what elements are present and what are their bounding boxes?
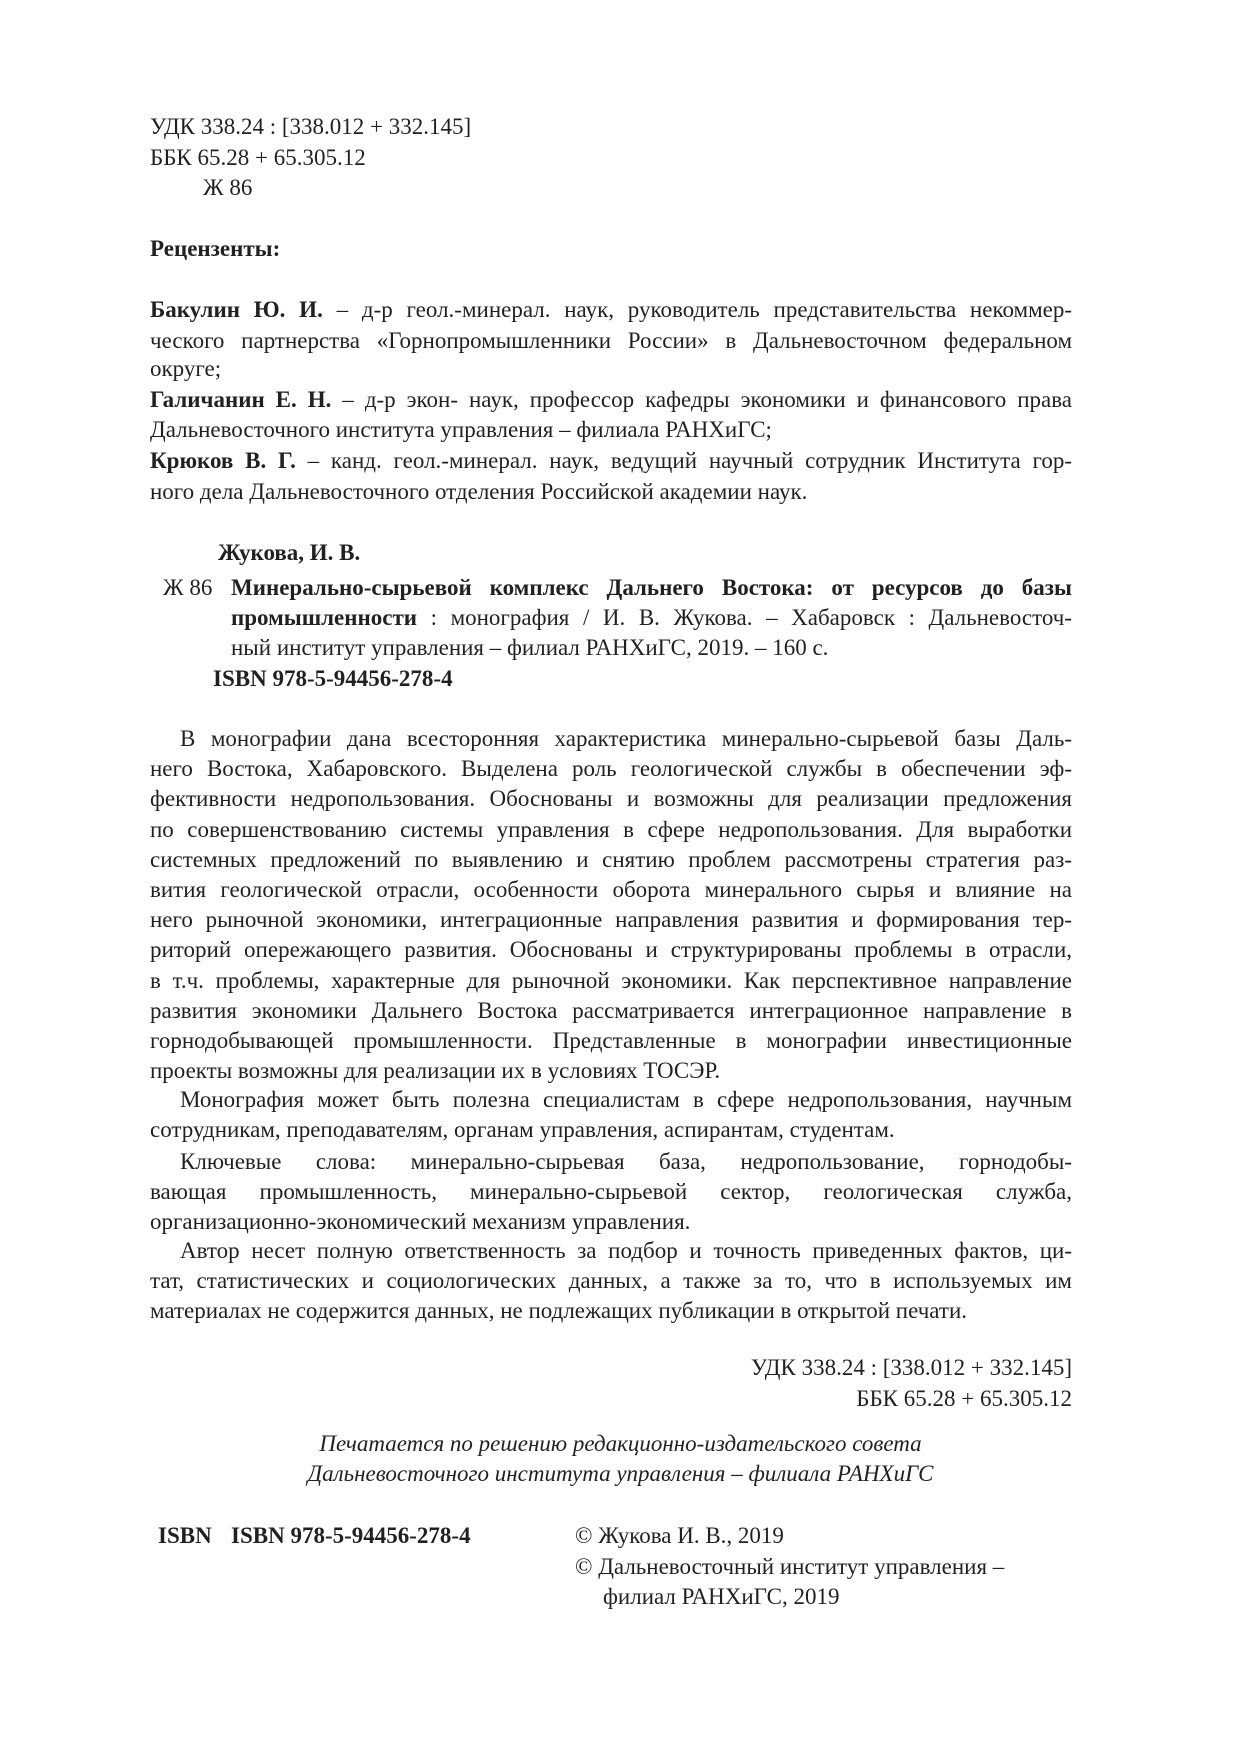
copyright-institute-cont: филиал РАНХиГС, 2019 <box>603 1584 840 1609</box>
book-publisher-line: ный институт управления – филиал РАНХиГС, 2019. – 160 с. <box>231 635 829 660</box>
book-description <box>231 603 1072 633</box>
udk-code: УДК 338.24 : [338.012 + 332.145] <box>150 114 472 139</box>
abstract-line: в т.ч. проблемы, характерные для рыночной экономики. Как перспективное направление <box>150 967 1072 993</box>
author-mark: Ж 86 <box>163 575 213 600</box>
abstract-line: В монографии дана всесторонняя характеристика минерально-сырьевой базы Даль- <box>180 726 1072 751</box>
reviewer-line <box>150 446 1072 476</box>
bbk-code: ББК 65.28 + 65.305.12 <box>150 145 366 170</box>
abstract-line: системных предложений по выявлению и снятию проблем рассмотрены стратегия раз- <box>150 846 1072 872</box>
abstract-line: тат, статистических и социологических данных, а также за то, что в используемых им <box>150 1268 1072 1294</box>
reviewer-line: ного дела Дальневосточного отделения Российской академии наук. <box>150 479 808 504</box>
abstract-line: вития геологической отрасли, особенности оборота минерального сырья и влияние на <box>150 877 1072 902</box>
udk-code: УДК 338.24 : [338.012 + 332.145] <box>750 1355 1072 1380</box>
reviewer-name: Галичанин Е. Н. <box>150 387 332 412</box>
reviewer-line: ческого партнерства «Горнопромышленники России» в Дальневосточном федеральном <box>150 328 1072 353</box>
reviewer-line <box>150 385 1072 415</box>
reviewers-heading: Рецензенты: <box>150 236 281 261</box>
abstract-line: него рыночной экономики, интеграционные направления развития и формирования тер- <box>150 907 1072 933</box>
book-author: Жукова, И. В. <box>218 540 361 565</box>
copyright-institute: © Дальневосточный институт управления – <box>575 1554 1005 1579</box>
abstract-line: материалах не содержится данных, не подлежащих публикации в открытой печати. <box>150 1298 968 1324</box>
copyright-author: © Жукова И. В., 2019 <box>575 1523 784 1548</box>
reviewer-text: – д-р геол.-минерал. наук, руководитель представительства некоммер- <box>322 297 1072 322</box>
book-title-end: промышленности <box>231 605 418 630</box>
book-isbn: ISBN 978-5-94456-278-4 <box>213 666 453 691</box>
reviewer-line <box>150 295 1072 325</box>
book-title: Минерально-сырьевой комплекс Дальнего Востока: от ресурсов до базы <box>231 575 1072 600</box>
reviewer-name: Бакулин Ю. И. <box>150 297 323 322</box>
imprint-line: Дальневосточного института управления – филиала РАНХиГС <box>307 1461 934 1486</box>
imprint-line: Печатается по решению редакционно-издательского совета <box>319 1431 922 1456</box>
abstract-line: горнодобывающей промышленности. Представленные в монографии инвестиционные <box>150 1028 1072 1053</box>
author-mark: Ж 86 <box>203 175 253 200</box>
abstract-line: Монография может быть полезна специалистам в сфере недропользования, научным <box>180 1087 1072 1112</box>
isbn-value: ISBN 978-5-94456-278-4 <box>231 1523 471 1548</box>
bbk-code: ББК 65.28 + 65.305.12 <box>856 1386 1072 1411</box>
book-publisher: : монография / И. В. Жукова. – Хабаровск : Дальневосточ- <box>417 605 1072 630</box>
abstract-line: риторий опережающего развития. Обоснованы и структурированы проблемы в отрасли, <box>150 937 1072 963</box>
reviewer-name: Крюков В. Г. <box>150 448 296 473</box>
reviewer-line: Дальневосточного института управления – филиала РАНХиГС; <box>150 417 772 442</box>
abstract-line: сотрудникам, преподавателям, органам управления, аспирантам, студентам. <box>150 1117 895 1143</box>
abstract-line: по совершенствованию системы управления в сфере недропользования. Для выработки <box>150 816 1072 842</box>
abstract-line: вающая промышленность, минерально-сырьевой сектор, геологическая служба, <box>150 1179 1072 1205</box>
reviewer-text: – д-р экон- наук, профессор кафедры экономики и финансового права <box>331 387 1072 412</box>
abstract-line: Ключевые слова: минерально-сырьевая база, недропользование, горнодобы- <box>180 1149 1072 1174</box>
isbn-label: ISBN <box>158 1523 212 1548</box>
abstract-line: фективности недропользования. Обоснованы и возможны для реализации предложения <box>150 786 1072 812</box>
abstract-line: него Востока, Хабаровского. Выделена роль геологической службы в обеспечении эф- <box>150 756 1072 782</box>
abstract-line: Автор несет полную ответственность за подбор и точность приведенных фактов, ци- <box>180 1238 1072 1263</box>
abstract-line: развития экономики Дальнего Востока рассматривается интеграционное направление в <box>150 997 1072 1023</box>
reviewer-text: – канд. геол.-минерал. наук, ведущий научный сотрудник Института гор- <box>295 448 1072 473</box>
reviewer-line: округе; <box>150 356 222 381</box>
abstract-line: проекты возможны для реализации их в условиях ТОСЭР. <box>150 1058 721 1084</box>
abstract-line: организационно-экономический механизм управления. <box>150 1209 691 1235</box>
